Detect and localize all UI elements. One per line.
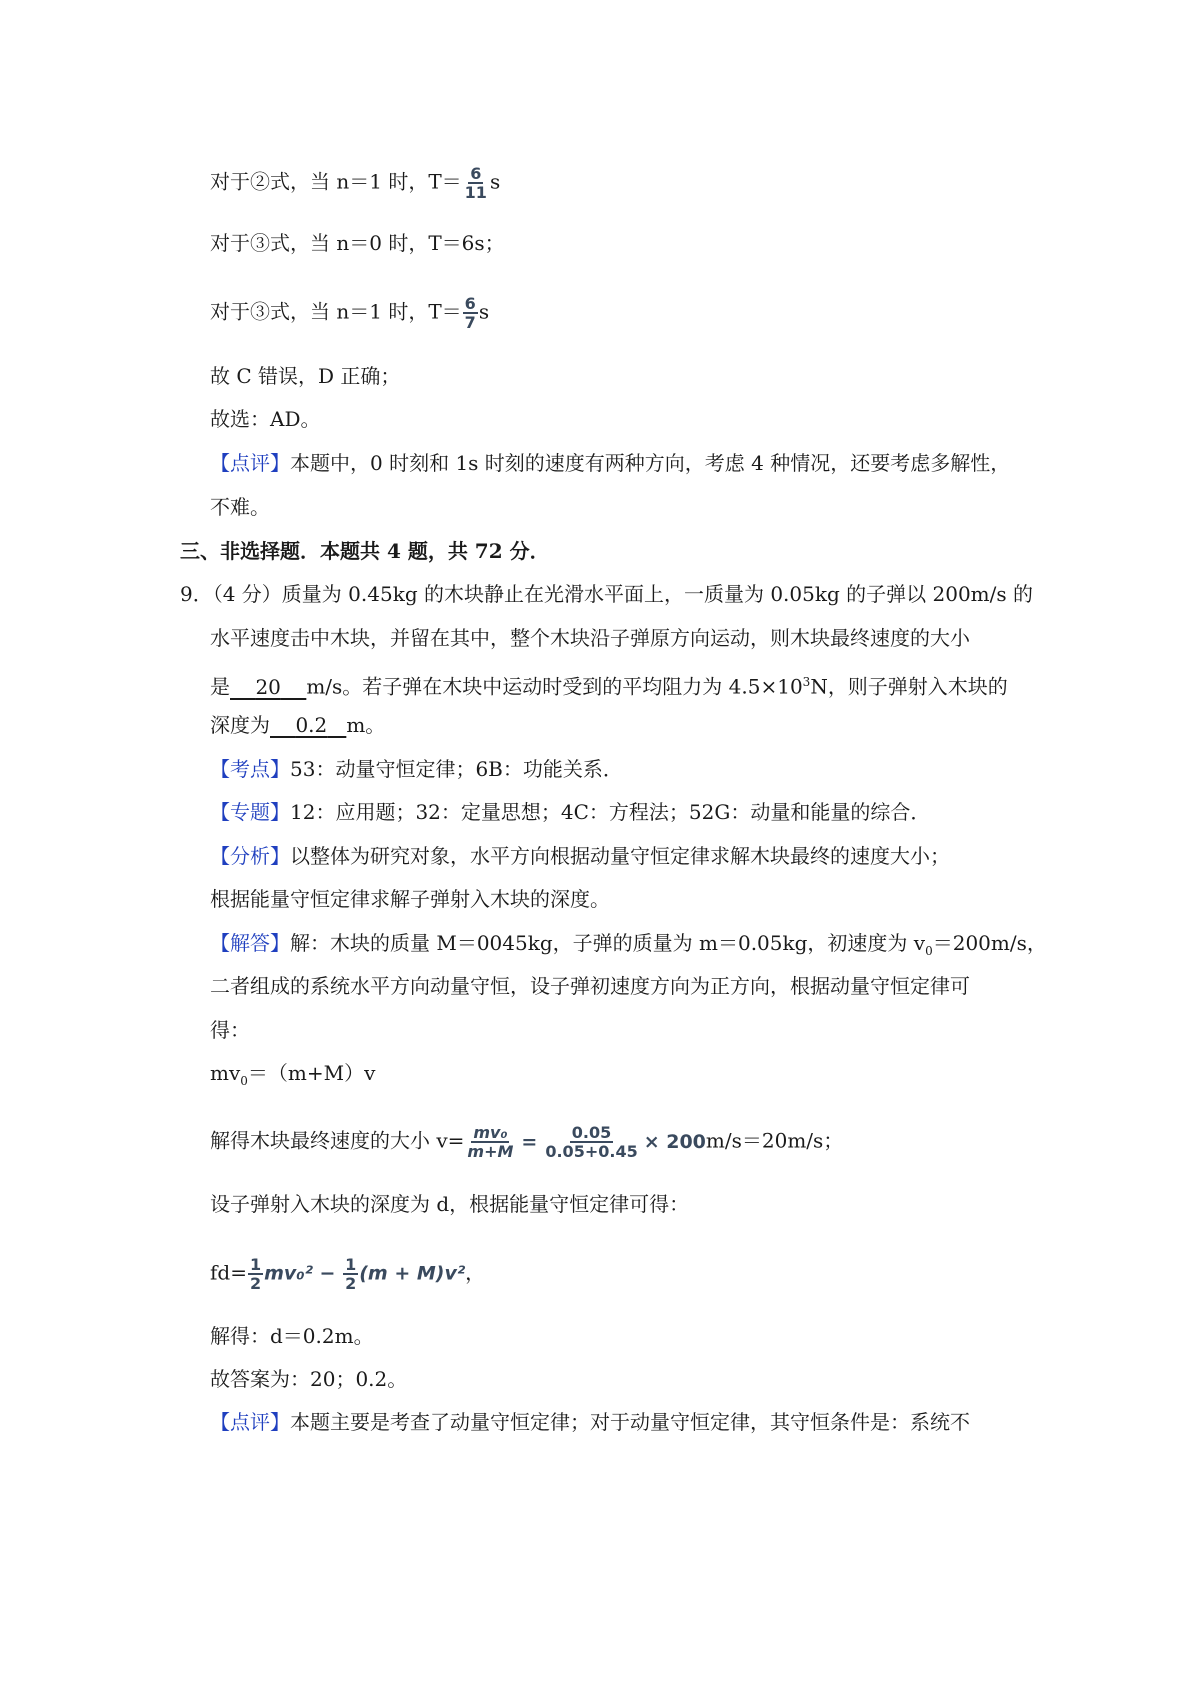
comment-continuation: 不难。 bbox=[210, 495, 270, 519]
question-9-line-4: 深度为 0.2 m。 bbox=[210, 710, 385, 740]
depth-result: 解得：d＝0.2m。 bbox=[210, 1324, 374, 1348]
comment-tag: 【点评】 bbox=[210, 451, 290, 475]
line-c-wrong-d-right: 故 C 错误，D 正确； bbox=[210, 364, 401, 388]
momentum-equation: $mv_0=(m+M)v$ bbox=[210, 1061, 376, 1088]
answer-line: 故答案为：20；0.2。 bbox=[210, 1367, 408, 1391]
comment-2-line: 【点评】本题主要是考查了动量守恒定律；对于动量守恒定律，其守恒条件是：系统不 bbox=[210, 1410, 970, 1434]
kaodian-line: 【考点】53：动量守恒定律；6B：功能关系． bbox=[210, 757, 623, 781]
kaodian-tag: 【考点】 bbox=[210, 757, 290, 781]
fraction-half-1: $\frac{1}{2}$ bbox=[249, 1255, 262, 1293]
jieda-tag: 【解答】 bbox=[210, 931, 290, 955]
line-choice-ad: 故选：AD。 bbox=[210, 407, 321, 431]
fraction: $\frac{6}{7}$ bbox=[464, 294, 476, 332]
question-9-line-1: 9．（4 分）质量为 0.45kg 的木块静止在光滑水平面上，一质量为 0.05kg 的子弹以 200m/s 的 bbox=[180, 582, 1033, 606]
depth-setup-line: 设子弹射入木块的深度为 d，根据能量守恒定律可得： bbox=[210, 1192, 690, 1216]
line-period-n0-eq3: 对于③式，当 n＝0 时，T＝6s； bbox=[210, 231, 505, 255]
line-period-n1-eq2: 对于②式，当 n＝1 时，T＝ $\frac{6}{11}$ s bbox=[210, 164, 501, 202]
velocity-solution: 解得木块最终速度的大小 v= $\frac{\text{mv₀}}{m+M}$ = $\frac{0.05}{0.05+0.45}$ × 200m/s＝20m/s； bbox=[210, 1123, 844, 1161]
fenxi-line: 【分析】以整体为研究对象，水平方向根据动量守恒定律求解木块最终的速度大小； bbox=[210, 844, 950, 868]
line-period-n1-eq3: 对于③式，当 n＝1 时，T＝ $\frac{6}{7}$ s bbox=[210, 294, 490, 332]
section-heading: 三、非选择题．本题共 4 题，共 72 分． bbox=[180, 539, 550, 563]
jieda-line-3: 得： bbox=[210, 1018, 250, 1042]
energy-equation: fd= $\frac{1}{2}$ mv₀² − $\frac{1}{2}$ (m + M)v²， bbox=[210, 1255, 486, 1293]
fraction-mv0: $\frac{\text{mv₀}}{m+M}$ bbox=[467, 1123, 514, 1161]
fenxi-tag: 【分析】 bbox=[210, 844, 290, 868]
comment-2-tag: 【点评】 bbox=[210, 1410, 290, 1434]
answer-blank-1: 20 bbox=[255, 674, 281, 699]
fraction-values: $\frac{0.05}{0.05+0.45}$ bbox=[545, 1123, 638, 1161]
fraction-half-2: $\frac{1}{2}$ bbox=[345, 1255, 357, 1293]
zhuanti-line: 【专题】12：应用题；32：定量思想；4C：方程法；52G：动量和能量的综合． bbox=[210, 800, 931, 824]
fraction: $\frac{6}{11}$ bbox=[464, 164, 487, 202]
line-text: 对于②式，当 n＝1 时，T＝ bbox=[210, 169, 462, 194]
fenxi-line-2: 根据能量守恒定律求解子弹射入木块的深度。 bbox=[210, 887, 610, 911]
jieda-line-2: 二者组成的系统水平方向动量守恒，设子弹初速度方向为正方向，根据动量守恒定律可 bbox=[210, 974, 970, 998]
answer-blank-2: 0.2 bbox=[295, 713, 328, 737]
zhuanti-tag: 【专题】 bbox=[210, 800, 290, 824]
question-9-line-2: 水平速度击中木块，并留在其中，整个木块沿子弹原方向运动，则木块最终速度的大小 bbox=[210, 626, 970, 650]
jieda-line-1: 【解答】解：木块的质量 M＝0045kg，子弹的质量为 m＝0.05kg，初速度为 $v_0=200m/s$， bbox=[210, 931, 1047, 958]
question-9-line-3: 是 20 m/s。若子弹在木块中运动时受到的平均阻力为 $4.5\times 10^3N$，则子弹射入木块的 bbox=[210, 667, 1008, 702]
comment-paragraph: 【点评】本题中，0 时刻和 1s 时刻的速度有两种方向，考虑 4 种情况，还要考虑多解性， bbox=[210, 451, 1011, 475]
